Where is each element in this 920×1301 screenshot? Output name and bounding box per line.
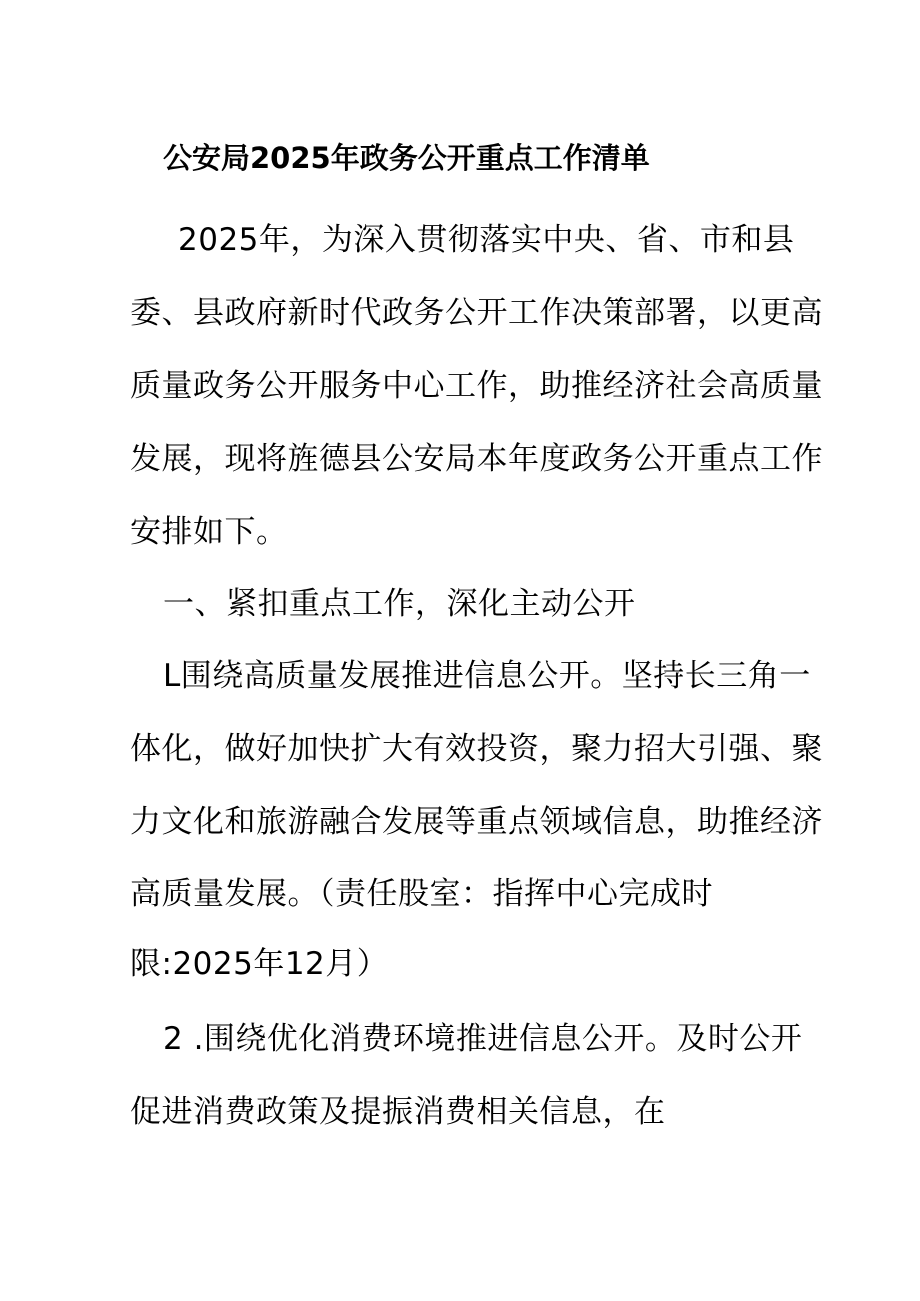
item1-line-3: 力文化和旅游融合发展等重点领域信息，助推经济 <box>130 804 823 840</box>
intro-line-5: 安排如下。 <box>130 514 288 550</box>
item1-line-2: 体化，做好加快扩大有效投资，聚力招大引强、聚 <box>130 731 823 767</box>
intro-line-2: 委、县政府新时代政务公开工作决策部署，以更高 <box>130 295 823 331</box>
intro-line-3: 质量政务公开服务中心工作，助推经济社会高质量 <box>130 368 823 404</box>
item1-line-5: 限:2025年12月） <box>130 946 389 982</box>
section-heading: 一、紧扣重点工作，深化主动公开 <box>163 586 636 622</box>
item1-line-4: 高质量发展。（责任股室：指挥中心完成时 <box>130 876 713 912</box>
item2-line-2: 促进消费政策及提振消费相关信息，在 <box>130 1094 666 1130</box>
document-title: 公安局2025年政务公开重点工作清单 <box>163 141 650 175</box>
intro-line-1: 2025年，为深入贯彻落实中央、省、市和县 <box>178 222 795 258</box>
item2-line-1: 2 .围绕优化消费环境推进信息公开。及时公开 <box>163 1021 803 1057</box>
item1-line-1: L围绕高质量发展推进信息公开。坚持长三角一 <box>163 658 811 694</box>
intro-line-4: 发展，现将旌德县公安局本年度政务公开重点工作 <box>130 441 823 477</box>
